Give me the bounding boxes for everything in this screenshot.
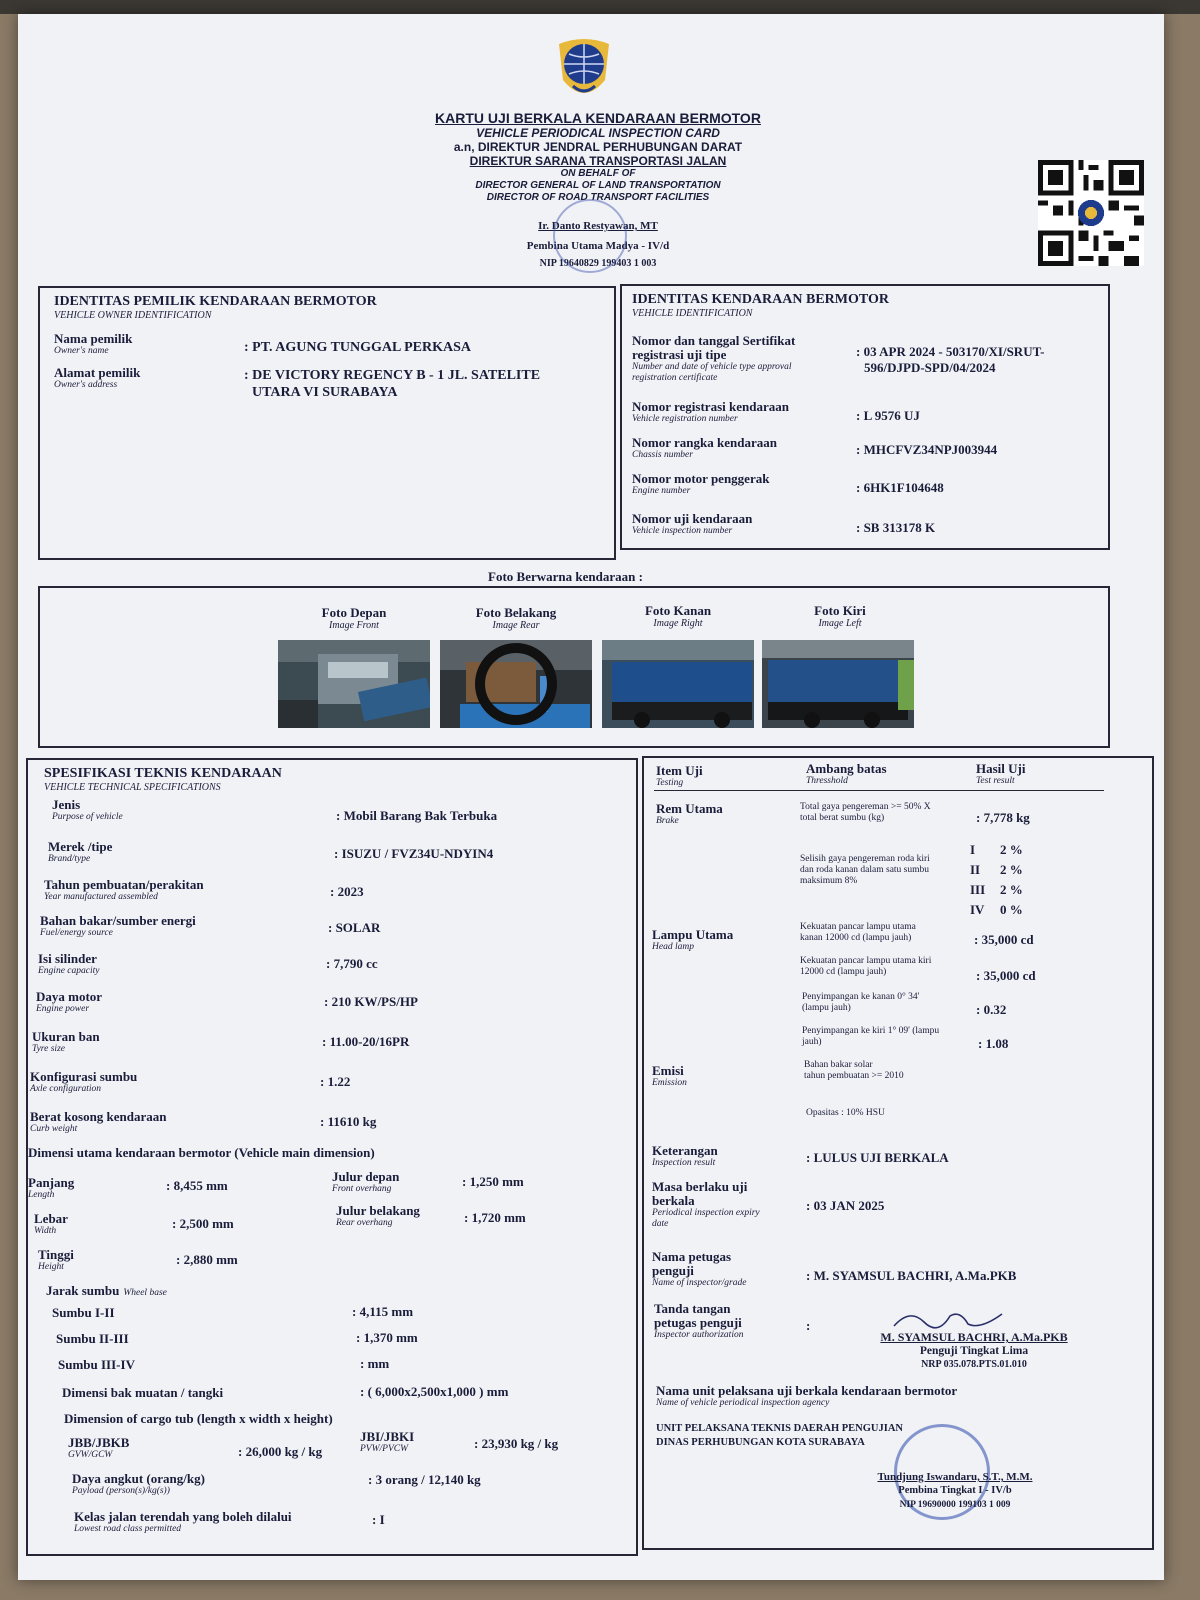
axle-ii-label: II [970, 862, 981, 877]
length-value: : 8,455 mm [166, 1178, 228, 1193]
result-column-header: Hasil Uji [976, 761, 1026, 776]
header-line-6: DIRECTOR GENERAL OF LAND TRANSPORTATION [475, 180, 721, 191]
agency-head-nip: NIP 19690000 199103 1 009 [899, 1500, 1011, 1510]
spec-purpose-label: Jenis [52, 797, 81, 812]
spec-axle-config-value: : 1.22 [320, 1074, 351, 1089]
deviation-left-threshold-b: jauh) [802, 1037, 822, 1047]
spec-year-label: Tahun pembuatan/perakitan [44, 877, 204, 892]
spec-curb-weight-value: : 11610 kg [320, 1114, 377, 1129]
deviation-right-value: : 0.32 [976, 1002, 1007, 1017]
headlamp-right-value: : 35,000 cd [974, 932, 1034, 947]
inspector-nrp: NRP 035.078.PTS.01.010 [921, 1359, 1027, 1370]
inspection-number-label-en: Vehicle inspection number [632, 526, 733, 536]
opacity-value: Opasitas : 10% HSU [806, 1108, 885, 1118]
brake-threshold-2c: maksimum 8% [800, 876, 858, 886]
vehicle-row-certificate [632, 334, 795, 384]
spec-engine-power-label-en: Engine power [36, 1004, 90, 1014]
width-value: : 2,500 mm [172, 1216, 234, 1231]
axle-2-3-value: : 1,370 mm [356, 1330, 418, 1345]
photo-right-sub: Image Right [653, 618, 703, 629]
header-line-7: DIRECTOR OF ROAD TRANSPORT FACILITIES [486, 192, 710, 203]
item-column-header: Item Uji [656, 763, 703, 778]
spec-year-label-en: Year manufactured assembled [44, 892, 158, 902]
expiry-label-en: Periodical inspection expiry [652, 1208, 760, 1218]
axle-ii-value: 2 % [1000, 862, 1023, 877]
owner-address-value-2: UTARA VI SURABAYA [252, 385, 398, 400]
owner-name-label-en: Owner's name [54, 346, 109, 356]
card-title-en: VEHICLE PERIODICAL INSPECTION CARD [476, 126, 720, 140]
agency-value-2: DINAS PERHUBUNGAN KOTA SURABAYA [656, 1437, 865, 1448]
owner-address-label-en: Owner's address [54, 380, 118, 390]
photo-rear-image [440, 640, 592, 728]
inspection-result-label-en: Inspection result [652, 1158, 716, 1168]
headlamp-left-threshold: Kekuatan pancar lampu utama kiri [800, 956, 932, 966]
spec-purpose-label-en: Purpose of vehicle [52, 812, 123, 822]
axle-iv-value: 0 % [1000, 902, 1023, 917]
brake-threshold-1: Total gaya pengereman >= 50% X [800, 802, 931, 812]
cargo-tub-label-en: Dimension of cargo tub (length x width x height) [64, 1411, 333, 1426]
spec-purpose-value: : Mobil Barang Bak Terbuka [336, 808, 498, 823]
payload-label: Daya angkut (orang/kg) [72, 1471, 205, 1486]
axle-iii-value: 2 % [1000, 882, 1023, 897]
expiry-label-2: berkala [652, 1193, 695, 1208]
vehicle-section-title: IDENTITAS KENDARAAN BERMOTOR [632, 292, 889, 307]
inspector-rank: Penguji Tingkat Lima [919, 1345, 1029, 1357]
width-label-en: Width [34, 1226, 57, 1236]
height-label-en: Height [38, 1262, 64, 1272]
agency-label-en: Name of vehicle periodical inspection agency [656, 1398, 830, 1408]
gvw-value: : 26,000 kg / kg [238, 1444, 323, 1459]
axle-deviation-list [970, 840, 1023, 920]
spec-tyre-label-en: Tyre size [32, 1044, 65, 1054]
inspector-signature-label-en: Inspector authorization [654, 1330, 744, 1340]
agency-head-name: Tundjung Iswandaru, S.T., M.M. [877, 1471, 1033, 1483]
spec-engine-capacity-value: : 7,790 cc [326, 956, 378, 971]
headlamp-label-en: Head lamp [652, 942, 694, 952]
road-class-label-en: Lowest road class permitted [74, 1524, 182, 1534]
photo-rear-label: Foto Belakang [475, 605, 557, 620]
spec-brand-value: : ISUZU / FVZ34U-NDYIN4 [334, 846, 494, 861]
registration-number-label-en: Vehicle registration number [632, 414, 738, 424]
pvw-label-en: PVW/PVCW [360, 1444, 409, 1454]
inspector-name-label-en: Name of inspector/grade [652, 1278, 747, 1288]
certificate-label: Nomor dan tanggal Sertifikat [632, 333, 796, 348]
axle-iii-label: III [970, 882, 986, 897]
front-overhang-label-en: Front overhang [332, 1184, 392, 1194]
owner-section-title-en: VEHICLE OWNER IDENTIFICATION [54, 310, 212, 321]
specs-section-title: SPESIFIKASI TEKNIS KENDARAAN [44, 766, 282, 781]
brake-threshold-2: Selisih gaya pengereman roda kiri [800, 854, 930, 864]
deviation-right-threshold: Penyimpangan ke kanan 0° 34' [802, 992, 920, 1002]
director-name: Ir. Danto Restyawan, MT [538, 220, 658, 232]
threshold-column-header: Ambang batas [806, 761, 887, 776]
cargo-tub-label: Dimensi bak muatan / tangki [62, 1385, 224, 1400]
pvw-value: : 23,930 kg / kg [474, 1436, 559, 1451]
axle-3-4-label: Sumbu III-IV [58, 1357, 135, 1372]
inspection-number-value: : SB 313178 K [856, 520, 936, 535]
photo-rear-sub: Image Rear [492, 620, 540, 631]
gvw-label: JBB/JBKB [68, 1435, 130, 1450]
inspector-name-label: Nama petugas [652, 1249, 732, 1264]
photos-title: Foto Berwarna kendaraan : [488, 569, 643, 584]
headlamp-left-value: : 35,000 cd [976, 968, 1036, 983]
header-line-4: DIREKTUR SARANA TRANSPORTASI JALAN [469, 154, 727, 168]
expiry-label-en-2: date [652, 1219, 669, 1229]
spec-brand-label-en: Brand/type [48, 854, 91, 864]
inspection-result-value: : LULUS UJI BERKALA [806, 1150, 949, 1165]
inspector-signature-colon: : [806, 1318, 811, 1333]
axle-iv-label: IV [970, 902, 985, 917]
brake-threshold-1b: total berat sumbu (kg) [800, 813, 885, 823]
deviation-left-value: : 1.08 [978, 1036, 1009, 1051]
owner-address-value-1: : DE VICTORY REGENCY B - 1 JL. SATELITE [244, 368, 541, 383]
photo-right-image [602, 640, 754, 728]
height-label: Tinggi [38, 1247, 74, 1262]
certificate-label-en: Number and date of vehicle type approval [632, 362, 792, 372]
certificate-label-en-2: registration certificate [632, 373, 718, 383]
chassis-number-label: Nomor rangka kendaraan [632, 435, 777, 450]
agency-head-rank: Pembina Tingkat I - IV/b [898, 1485, 1012, 1496]
emission-label: Emisi [652, 1063, 684, 1078]
spec-engine-capacity-label-en: Engine capacity [38, 966, 100, 976]
brake-label-en: Brake [656, 816, 679, 826]
spec-curb-weight-label: Berat kosong kendaraan [30, 1109, 167, 1124]
registration-number-label: Nomor registrasi kendaraan [632, 399, 789, 414]
payload-value: : 3 orang / 12,140 kg [368, 1472, 481, 1487]
photo-left-sub: Image Left [818, 618, 862, 629]
spec-tyre-label: Ukuran ban [32, 1029, 100, 1044]
emission-threshold: Bahan bakar solar [804, 1060, 873, 1070]
agency-value-1: UNIT PELAKSANA TEKNIS DAERAH PENGUJIAN [656, 1423, 903, 1434]
photo-front-label: Foto Depan [321, 605, 387, 620]
inspection-result-label: Keterangan [652, 1143, 718, 1158]
inspector-name-label-2: penguji [652, 1263, 694, 1278]
header-divider [654, 790, 1104, 791]
width-label: Lebar [34, 1211, 68, 1226]
spec-fuel-label: Bahan bakar/sumber energi [40, 913, 196, 928]
front-overhang-value: : 1,250 mm [462, 1174, 524, 1189]
spec-year-value: : 2023 [330, 884, 364, 899]
technical-specifications-box [26, 758, 638, 1556]
item-column-header-en: Testing [656, 778, 684, 788]
certificate-value-2: 596/DJPD-SPD/04/2024 [864, 360, 996, 375]
headlamp-left-threshold-b: 12000 cd (lampu jauh) [800, 967, 887, 977]
engine-number-label-en: Engine number [632, 486, 691, 496]
axle-i-label: I [970, 842, 976, 857]
expiry-label: Masa berlaku uji [652, 1179, 748, 1194]
spec-engine-capacity-label: Isi silinder [38, 951, 97, 966]
cargo-tub-value: : ( 6,000x2,500x1,000 ) mm [360, 1384, 509, 1399]
pvw-label: JBI/JBKI [360, 1429, 415, 1444]
rear-overhang-value: : 1,720 mm [464, 1210, 526, 1225]
owner-identification-box [38, 286, 616, 560]
engine-number-value: : 6HK1F104648 [856, 480, 944, 495]
specs-section-title-en: VEHICLE TECHNICAL SPECIFICATIONS [44, 782, 221, 793]
certificate-value-1: : 03 APR 2024 - 503170/XI/SRUT- [856, 344, 1045, 359]
rear-overhang-label: Julur belakang [336, 1203, 420, 1218]
rear-overhang-label-en: Rear overhang [336, 1218, 393, 1228]
brake-threshold-2b: dan roda kanan dalam satu sumbu [800, 865, 930, 875]
emission-label-en: Emission [652, 1078, 687, 1088]
header-line-3: a.n, DIREKTUR JENDRAL PERHUBUNGAN DARAT [453, 140, 743, 154]
axle-2-3-label: Sumbu II-III [56, 1331, 129, 1346]
emission-threshold-b: tahun pembuatan >= 2010 [804, 1071, 904, 1081]
registration-number-value: : L 9576 UJ [856, 408, 920, 423]
headlamp-right-threshold: Kekuatan pancar lampu utama [800, 922, 916, 932]
director-rank: Pembina Utama Madya - IV/d [526, 240, 670, 252]
photo-left-image [762, 640, 914, 728]
spec-engine-power-value: : 210 KW/PS/HP [324, 994, 418, 1009]
photo-front-sub: Image Front [329, 620, 379, 631]
photo-front-image [278, 640, 430, 728]
spec-tyre-value: : 11.00-20/16PR [322, 1034, 410, 1049]
height-value: : 2,880 mm [176, 1252, 238, 1267]
spec-fuel-value: : SOLAR [328, 920, 381, 935]
spec-engine-power-label: Daya motor [36, 989, 103, 1004]
photos-box [38, 586, 1110, 748]
inspector-signature-label-2: petugas penguji [654, 1315, 742, 1330]
wheelbase-label-en: Wheel base [123, 1288, 167, 1298]
axle-1-2-label: Sumbu I-II [52, 1305, 115, 1320]
brake-total-value: : 7,778 kg [976, 810, 1030, 825]
road-class-value: : I [372, 1512, 385, 1527]
header-line-5: ON BEHALF OF [560, 168, 636, 179]
main-dimension-title: Dimensi utama kendaraan bermotor (Vehicle main dimension) [28, 1145, 375, 1160]
inspector-name-value: : M. SYAMSUL BACHRI, A.Ma.PKB [806, 1268, 1017, 1283]
headlamp-right-threshold-b: kanan 12000 cd (lampu jauh) [800, 933, 912, 943]
director-stamp [553, 199, 627, 273]
inspection-card-paper [18, 14, 1164, 1580]
axle-i-value: 2 % [1000, 842, 1023, 857]
owner-name-value: : PT. AGUNG TUNGGAL PERKASA [244, 340, 472, 355]
inspector-signed-name: M. SYAMSUL BACHRI, A.Ma.PKB [880, 1330, 1068, 1344]
deviation-left-threshold: Penyimpangan ke kiri 1° 09' (lampu [802, 1026, 940, 1036]
engine-number-label: Nomor motor penggerak [632, 471, 770, 486]
headlamp-label: Lampu Utama [652, 927, 734, 942]
chassis-number-label-en: Chassis number [632, 450, 693, 460]
qr-code-icon [1038, 160, 1144, 266]
photo-right-label: Foto Kanan [644, 603, 712, 618]
axle-3-4-value: : mm [360, 1356, 390, 1371]
inspector-signature-label: Tanda tangan [654, 1301, 731, 1316]
length-label-en: Length [28, 1190, 55, 1200]
result-column-header-en: Test result [976, 776, 1015, 786]
owner-address-label: Alamat pemilik [54, 365, 141, 380]
certificate-label-2: registrasi uji tipe [632, 347, 727, 362]
agency-label: Nama unit pelaksana uji berkala kendaraan bermotor [656, 1383, 958, 1398]
test-results-box [642, 756, 1154, 1550]
axle-1-2-value: : 4,115 mm [352, 1304, 414, 1319]
photo-left-label: Foto Kiri [814, 603, 866, 618]
payload-label-en: Payload (person(s)/kg(s)) [72, 1486, 170, 1496]
chassis-number-value: : MHCFVZ34NPJ003944 [856, 442, 998, 457]
expiry-value: : 03 JAN 2025 [806, 1198, 885, 1213]
spec-curb-weight-label-en: Curb weight [30, 1124, 78, 1134]
director-nip: NIP 19640829 199403 1 003 [539, 258, 657, 269]
threshold-column-header-en: Thresshold [806, 776, 848, 786]
inspection-number-label: Nomor uji kendaraan [632, 511, 753, 526]
owner-section-title: IDENTITAS PEMILIK KENDARAAN BERMOTOR [54, 294, 377, 309]
road-class-label: Kelas jalan terendah yang boleh dilalui [74, 1509, 292, 1524]
gvw-label-en: GVW/GCW [68, 1450, 113, 1460]
wheelbase-label: Jarak sumbu [46, 1283, 120, 1298]
spec-axle-config-label: Konfigurasi sumbu [30, 1069, 138, 1084]
card-title: KARTU UJI BERKALA KENDARAAN BERMOTOR [435, 110, 761, 126]
spec-brand-label: Merek /tipe [48, 839, 113, 854]
spec-fuel-label-en: Fuel/energy source [40, 928, 113, 938]
desk-edge [0, 0, 1200, 14]
length-label: Panjang [28, 1175, 75, 1190]
deviation-right-threshold-b: (lampu jauh) [802, 1003, 851, 1013]
brake-label: Rem Utama [656, 801, 723, 816]
spec-axle-config-label-en: Axle configuration [30, 1084, 101, 1094]
vehicle-identification-box [620, 284, 1110, 550]
vehicle-section-title-en: VEHICLE IDENTIFICATION [632, 308, 753, 319]
owner-name-label: Nama pemilik [54, 331, 133, 346]
front-overhang-label: Julur depan [332, 1169, 400, 1184]
